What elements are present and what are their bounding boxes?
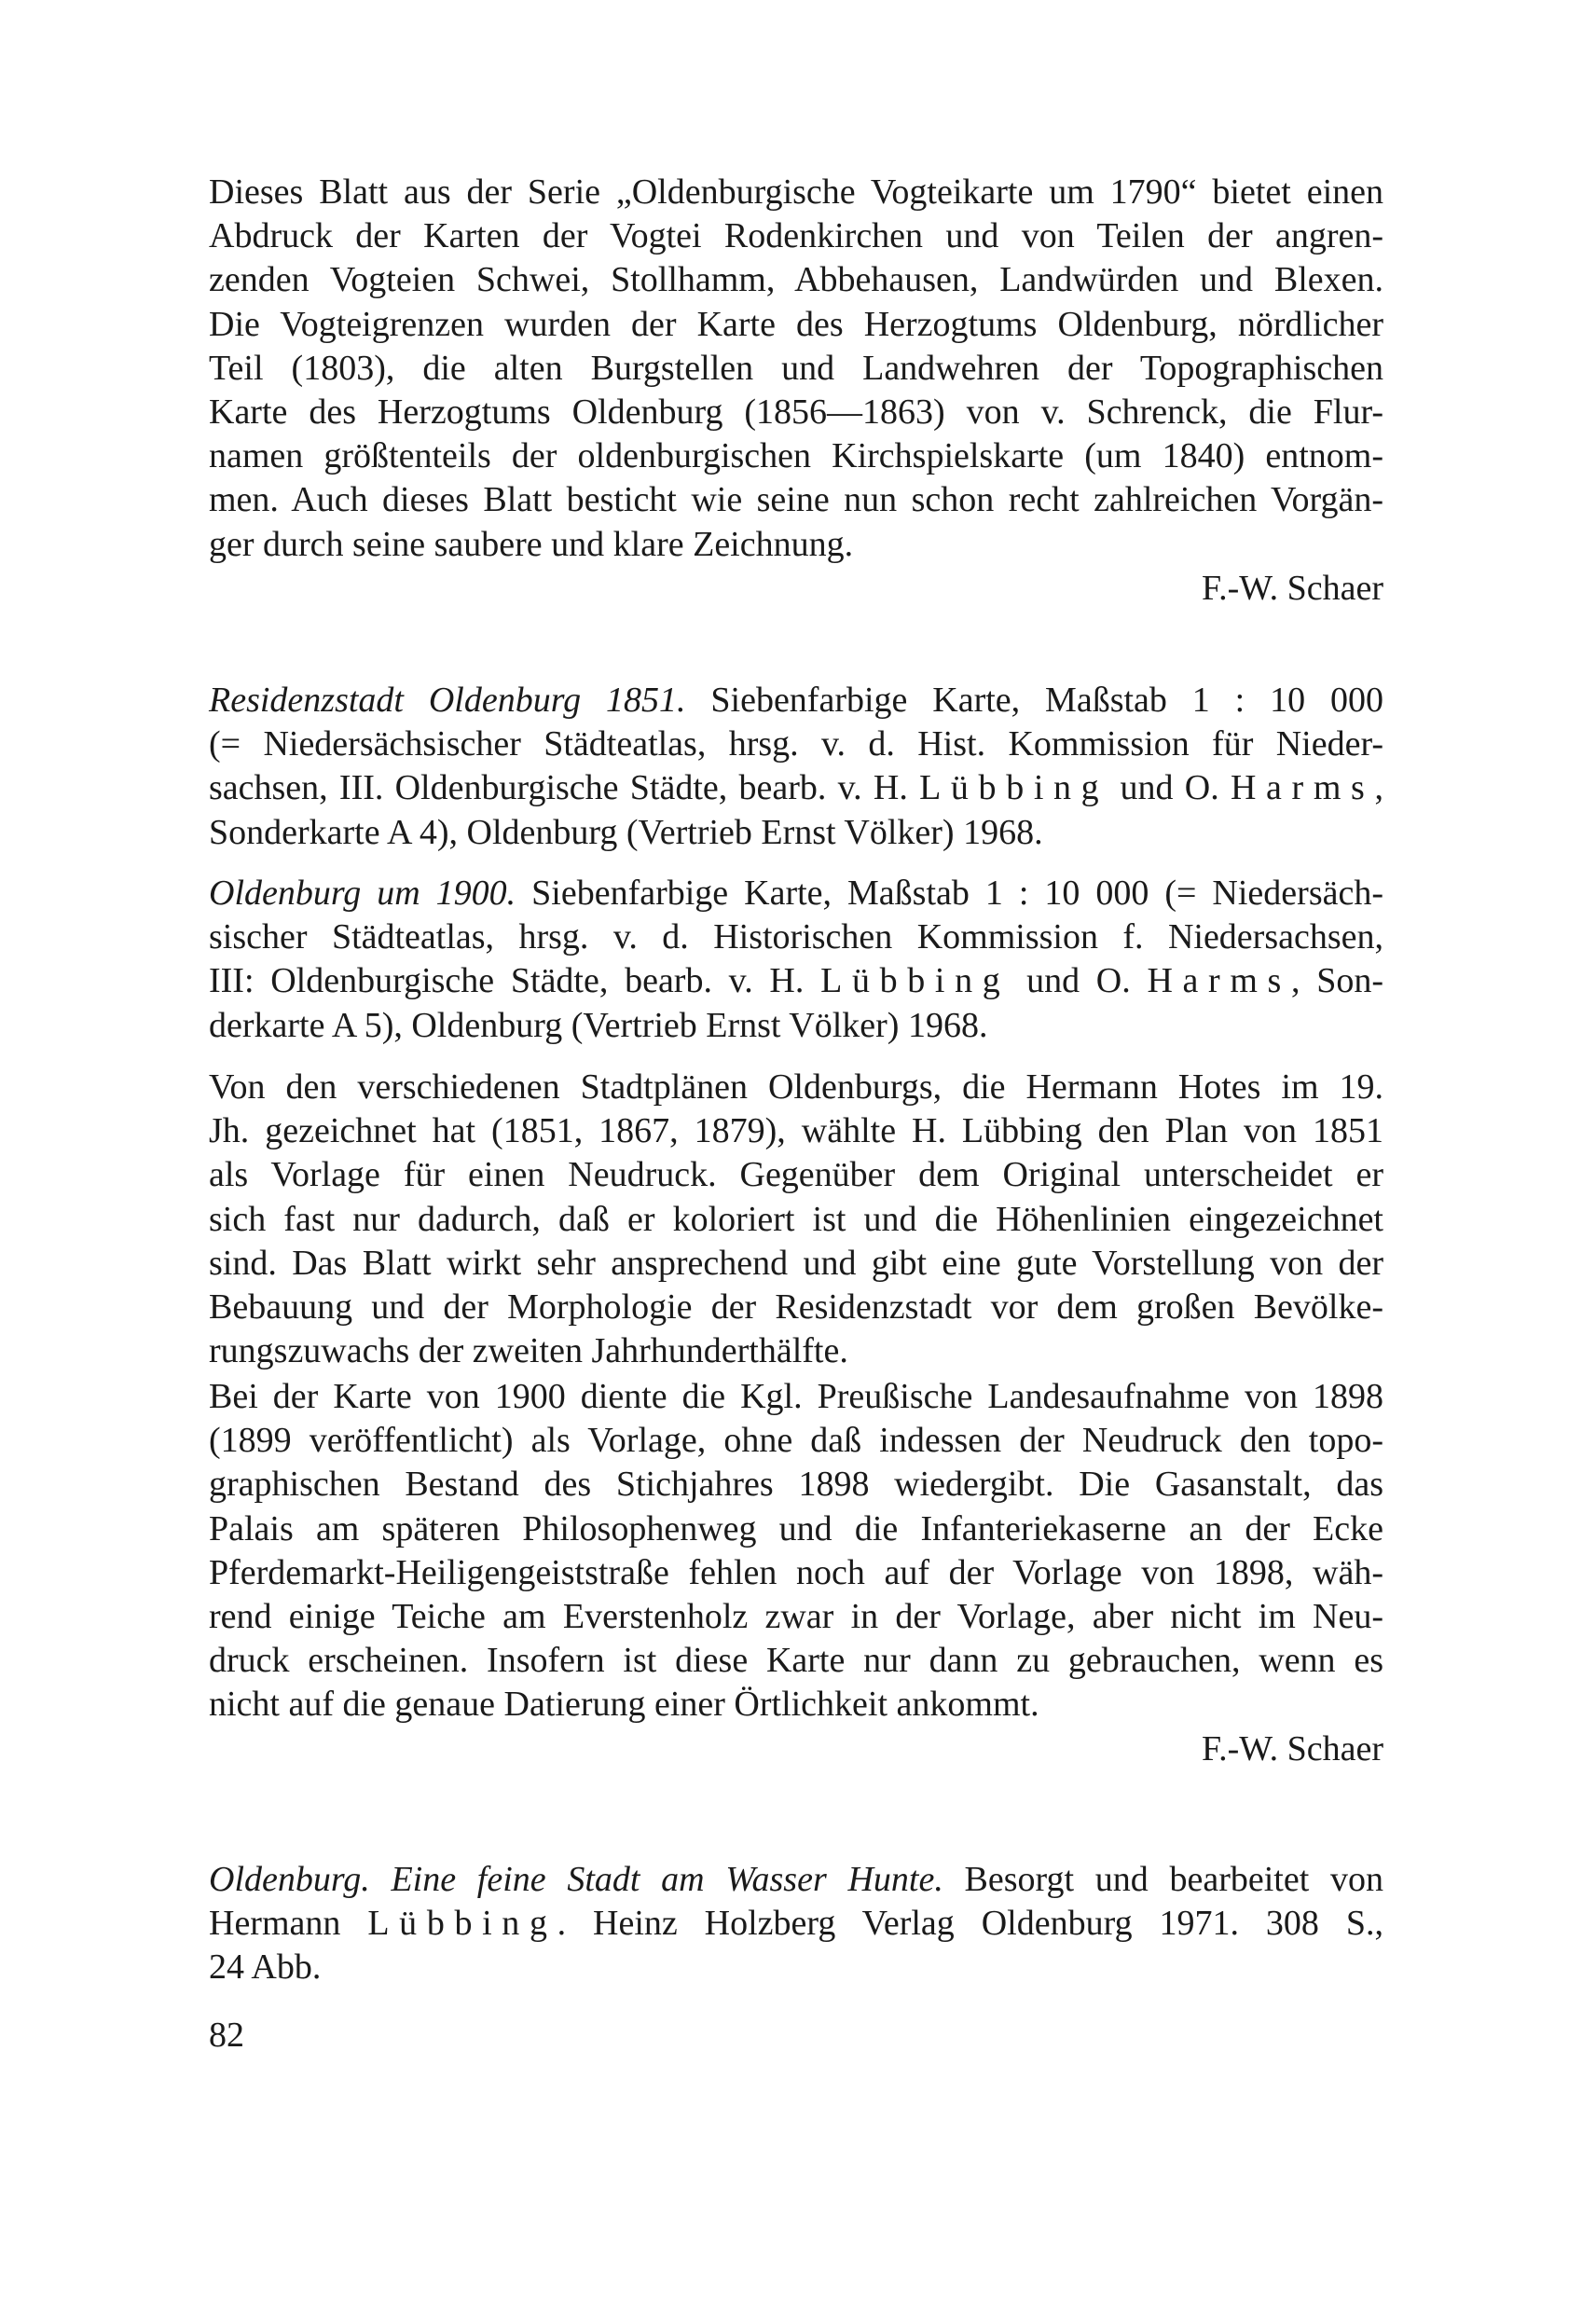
author-name-spaced: Harms xyxy=(1147,961,1291,1001)
entry-oldenburg-1900 xyxy=(209,872,1383,1048)
text-line: als Vorlage für einen Neudruck. Gegenüber dem Original unterscheidet er xyxy=(209,1155,1383,1195)
text-line: Karte des Herzogtums Oldenburg (1856—1863) von v. Schrenck, die Flur- xyxy=(209,392,1383,432)
text-line: Dieses Blatt aus der Serie „Oldenburgische Vogteikarte um 1790“ bietet einen xyxy=(209,172,1383,212)
author-name-spaced: Harms xyxy=(1230,768,1375,808)
text-line: Abdruck der Karten der Vogtei Rodenkirchen und von Teilen der angren- xyxy=(209,216,1383,256)
text-line: Die Vogteigrenzen wurden der Karte des Herzogtums Oldenburg, nördlicher xyxy=(209,304,1383,344)
entry-line xyxy=(209,679,1383,722)
author-signature: F.-W. Schaer xyxy=(1201,568,1383,608)
entry-line xyxy=(209,766,1383,810)
paragraph-karte-1900 xyxy=(209,1375,1383,1771)
text-line: ger durch seine saubere und klare Zeichnung. xyxy=(209,524,854,564)
text-line: sich fast nur dadurch, daß er koloriert ist und die Höhenlinien eingezeichnet xyxy=(209,1199,1383,1239)
entry-line: 24 Abb. xyxy=(209,1947,322,1988)
entry-text: und O. xyxy=(1108,768,1231,808)
entry-text: und O. xyxy=(1010,961,1148,1001)
author-name-spaced: Lübbing xyxy=(919,768,1109,808)
page-number: 82 xyxy=(209,2016,244,2055)
text-line: nicht auf die genaue Datierung einer Örtlichkeit ankommt. xyxy=(209,1685,1039,1725)
text-line: sind. Das Blatt wirkt sehr ansprechend und gibt eine gute Vorstellung von der xyxy=(209,1243,1383,1283)
entry-text: Siebenfarbige Karte, Maßstab 1 : 10 000 xyxy=(685,681,1383,720)
entry-text: , Son- xyxy=(1290,961,1383,1001)
author-signature: F.-W. Schaer xyxy=(1201,1728,1383,1768)
entry-text: sachsen, III. Oldenburgische Städte, bearb. v. H. xyxy=(209,768,920,808)
text-line: namen größtenteils der oldenburgischen Kirchspielskarte (um 1840) entnom- xyxy=(209,436,1383,476)
entry-line: Sonderkarte A 4), Oldenburg (Vertrieb Ernst Völker) 1968. xyxy=(209,812,1043,852)
text-line: Von den verschiedenen Stadtplänen Oldenburgs, die Hermann Hotes im 19. xyxy=(209,1067,1383,1107)
author-name-spaced: Lübbing xyxy=(820,961,1011,1001)
entry-line: derkarte A 5), Oldenburg (Vertrieb Ernst Völker) 1968. xyxy=(209,1005,988,1045)
text-line: Jh. gezeichnet hat (1851, 1867, 1879), wählte H. Lübbing den Plan von 1851 xyxy=(209,1111,1383,1151)
text-line: Teil (1803), die alten Burgstellen und Landwehren der Topographischen xyxy=(209,348,1383,388)
text-line: zenden Vogteien Schwei, Stollhamm, Abbehausen, Landwürden und Blexen. xyxy=(209,260,1383,300)
text-line: rend einige Teiche am Everstenholz zwar in der Vorlage, aber nicht im Neu- xyxy=(209,1596,1383,1636)
entry-line: (= Niedersächsischer Städteatlas, hrsg. v. d. Hist. Kommission für Nieder- xyxy=(209,724,1383,764)
author-name-spaced: Lübbing xyxy=(367,1904,557,1944)
text-line: graphischen Bestand des Stichjahres 1898 wiedergibt. Die Gasanstalt, das xyxy=(209,1465,1383,1505)
text-line: rungszuwachs der zweiten Jahrhunderthälfte. xyxy=(209,1331,848,1371)
text-line: Palais am späteren Philosophenweg und die Infanteriekaserne an der Ecke xyxy=(209,1508,1383,1548)
review-vogteikarte xyxy=(209,171,1383,611)
entry-text: Siebenfarbige Karte, Maßstab 1 : 10 000 (= Niedersäch- xyxy=(516,874,1383,913)
entry-feine-stadt xyxy=(209,1858,1383,1990)
entry-text: . Heinz Holzberg Verlag Oldenburg 1971. 308 S., xyxy=(557,1904,1384,1944)
entry-residenzstadt-1851 xyxy=(209,679,1383,855)
entry-line: sischer Städteatlas, hrsg. v. d. Historischen Kommission f. Niedersachsen, xyxy=(209,917,1383,957)
entry-title: Oldenburg um 1900. xyxy=(209,874,516,913)
text-line: Bei der Karte von 1900 diente die Kgl. Preußische Landesaufnahme von 1898 xyxy=(209,1377,1383,1416)
text-line: men. Auch dieses Blatt besticht wie seine nun schon recht zahlreichen Vorgän- xyxy=(209,480,1383,520)
text-line: druck erscheinen. Insofern ist diese Karte nur dann zu gebrauchen, wenn es xyxy=(209,1641,1383,1681)
text-line: (1899 veröffentlicht) als Vorlage, ohne daß indessen der Neudruck den topo- xyxy=(209,1421,1383,1461)
entry-text: Hermann xyxy=(209,1904,368,1944)
entry-text: III: Oldenburgische Städte, bearb. v. H. xyxy=(209,961,821,1001)
entry-text: , xyxy=(1374,768,1383,808)
entry-title: Residenzstadt Oldenburg 1851. xyxy=(209,681,686,720)
text-line: Pferdemarkt-Heiligengeiststraße fehlen noch auf der Vorlage von 1898, wäh- xyxy=(209,1552,1383,1592)
paragraph-stadtplaene xyxy=(209,1066,1383,1373)
entry-line xyxy=(209,1858,1383,1902)
entry-line xyxy=(209,872,1383,915)
entry-line xyxy=(209,959,1383,1003)
entry-line xyxy=(209,1902,1383,1946)
entry-title: Oldenburg. Eine feine Stadt am Wasser Hunte. xyxy=(209,1860,943,1899)
text-line: Bebauung und der Morphologie der Residenzstadt vor dem großen Bevölke- xyxy=(209,1287,1383,1327)
entry-text: Besorgt und bearbeitet von xyxy=(942,1860,1383,1899)
